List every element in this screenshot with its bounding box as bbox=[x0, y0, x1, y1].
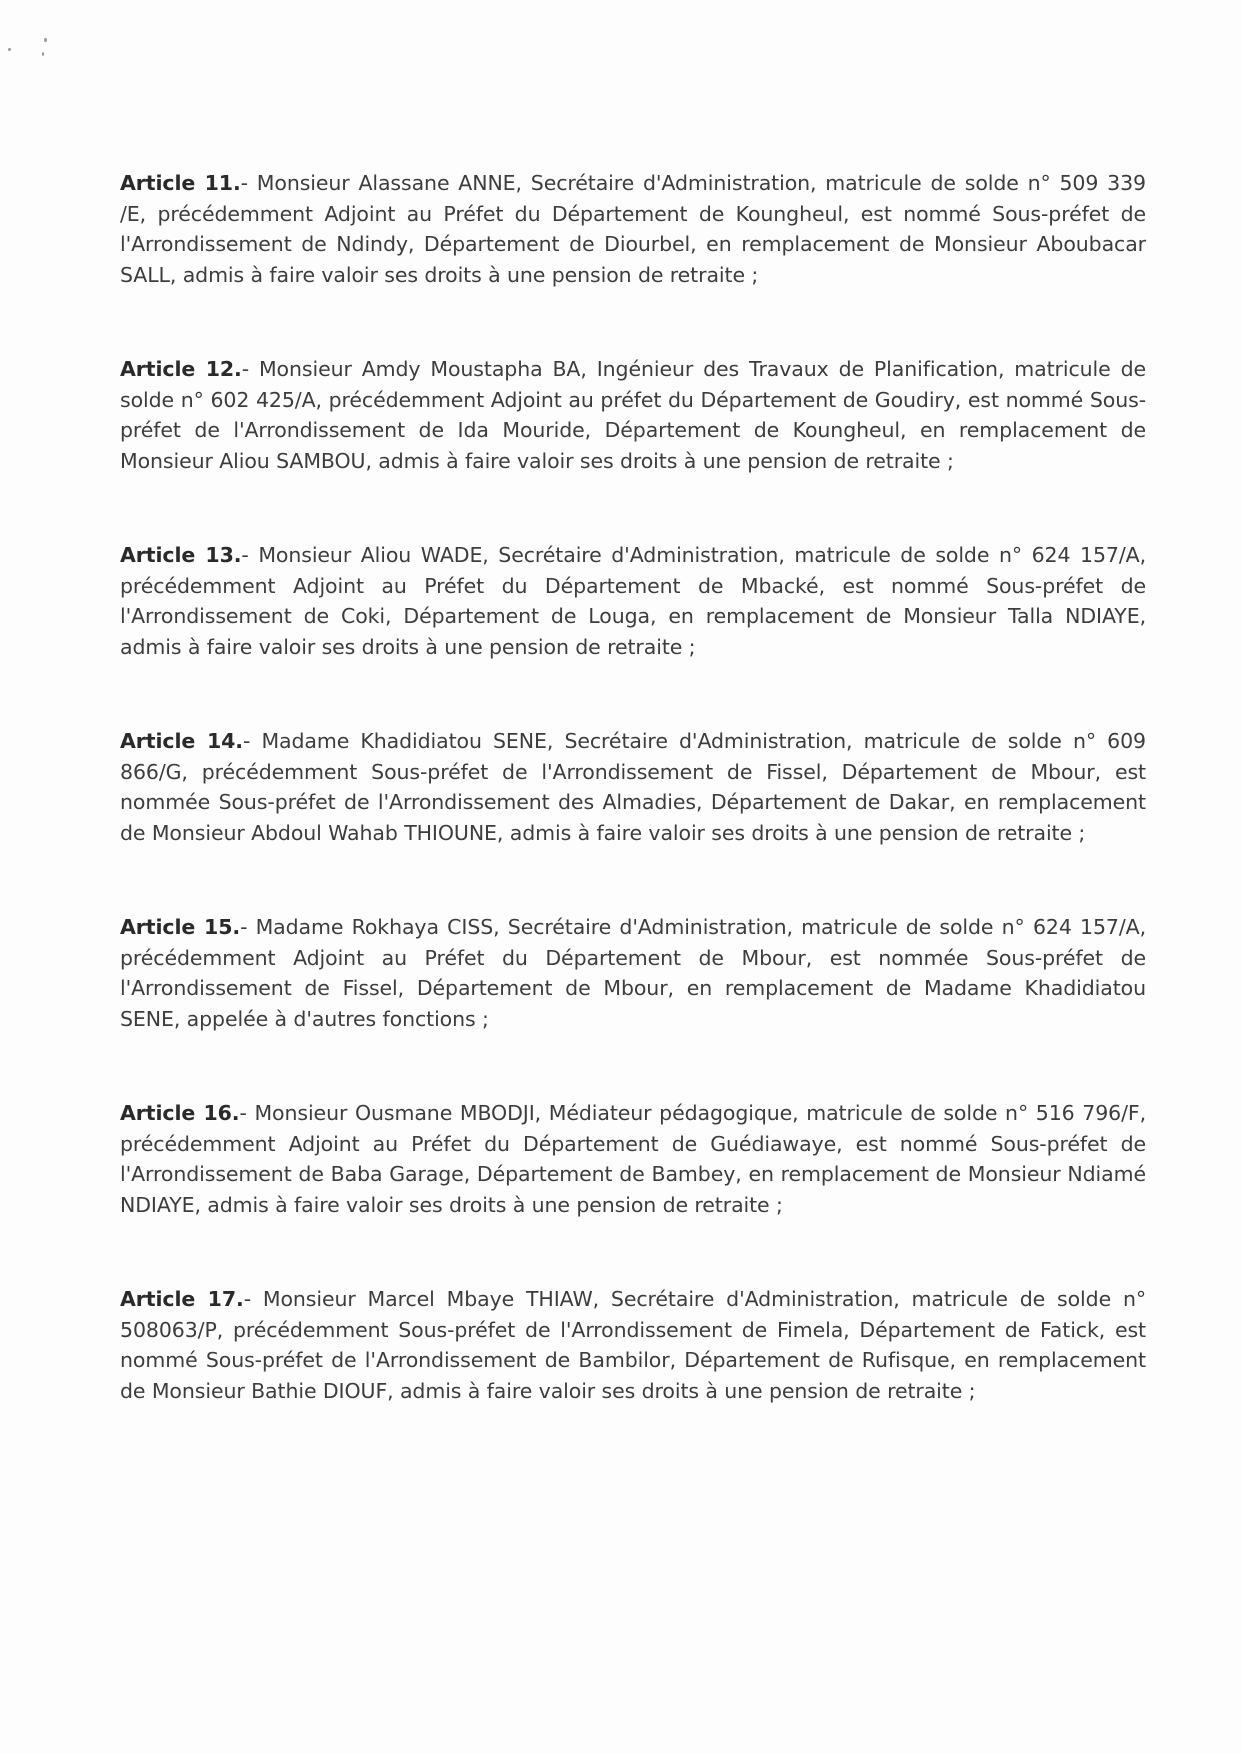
article-15 bbox=[120, 912, 1146, 1034]
article-12 bbox=[120, 354, 1146, 476]
article-13 bbox=[120, 540, 1146, 662]
articles-section bbox=[120, 168, 1146, 1406]
article-label: Article 13. bbox=[120, 543, 242, 567]
article-label: Article 15. bbox=[120, 915, 241, 939]
article-text: - Monsieur Alassane ANNE, Secrétaire d'Administration, matricule de solde n° 509 339 /E, précédemment Adjoint au Préfet du Département de Koungheul, est nommé Sous-préfet de l'Arrondissement de Ndindy, Département de Diourbel, en remplacement de Monsieur Aboubacar SALL, admis à faire valoir ses droits à une pension de retraite ; bbox=[120, 171, 1146, 287]
article-label: Article 11. bbox=[120, 171, 241, 195]
article-label: Article 12. bbox=[120, 357, 242, 381]
article-text: - Madame Rokhaya CISS, Secrétaire d'Administration, matricule de solde n° 624 157/A, précédemment Adjoint au Préfet du Département de Mbour, est nommée Sous-préfet de l'Arrondissement de Fissel, Département de Mbour, en remplacement de Madame Khadidiatou SENE, appelée à d'autres fonctions ; bbox=[120, 915, 1146, 1031]
article-17 bbox=[120, 1284, 1146, 1406]
article-text: - Madame Khadidiatou SENE, Secrétaire d'Administration, matricule de solde n° 609 866/G, précédemment Sous-préfet de l'Arrondissement de Fissel, Département de Mbour, est nommée Sous-préfet de l'Arrondissement des Almadies, Département de Dakar, en remplacement de Monsieur Abdoul Wahab THIOUNE, admis à faire valoir ses droits à une pension de retraite ; bbox=[120, 729, 1146, 845]
article-label: Article 16. bbox=[120, 1101, 240, 1125]
article-label: Article 14. bbox=[120, 729, 243, 753]
article-text: - Monsieur Amdy Moustapha BA, Ingénieur des Travaux de Planification, matricule de solde n° 602 425/A, précédemment Adjoint au préfet du Département de Goudiry, est nommé Sous-préfet de l'Arrondissement de Ida Mouride, Département de Koungheul, en remplacement de Monsieur Aliou SAMBOU, admis à faire valoir ses droits à une pension de retraite ; bbox=[120, 357, 1146, 473]
article-11 bbox=[120, 168, 1146, 290]
article-14 bbox=[120, 726, 1146, 848]
scan-speck bbox=[8, 48, 11, 51]
scan-speck bbox=[44, 38, 47, 42]
scan-speck bbox=[42, 52, 44, 56]
article-text: - Monsieur Marcel Mbaye THIAW, Secrétaire d'Administration, matricule de solde n° 508063/P, précédemment Sous-préfet de l'Arrondissement de Fimela, Département de Fatick, est nommé Sous-préfet de l'Arrondissement de Bambilor, Département de Rufisque, en remplacement de Monsieur Bathie DIOUF, admis à faire valoir ses droits à une pension de retraite ; bbox=[120, 1287, 1146, 1403]
article-text: - Monsieur Aliou WADE, Secrétaire d'Administration, matricule de solde n° 624 157/A, précédemment Adjoint au Préfet du Département de Mbacké, est nommé Sous-préfet de l'Arrondissement de Coki, Département de Louga, en remplacement de Monsieur Talla NDIAYE, admis à faire valoir ses droits à une pension de retraite ; bbox=[120, 543, 1146, 659]
article-16 bbox=[120, 1098, 1146, 1220]
article-text: - Monsieur Ousmane MBODJI, Médiateur pédagogique, matricule de solde n° 516 796/F, précédemment Adjoint au Préfet du Département de Guédiawaye, est nommé Sous-préfet de l'Arrondissement de Baba Garage, Département de Bambey, en remplacement de Monsieur Ndiamé NDIAYE, admis à faire valoir ses droits à une pension de retraite ; bbox=[120, 1101, 1146, 1217]
article-label: Article 17. bbox=[120, 1287, 244, 1311]
